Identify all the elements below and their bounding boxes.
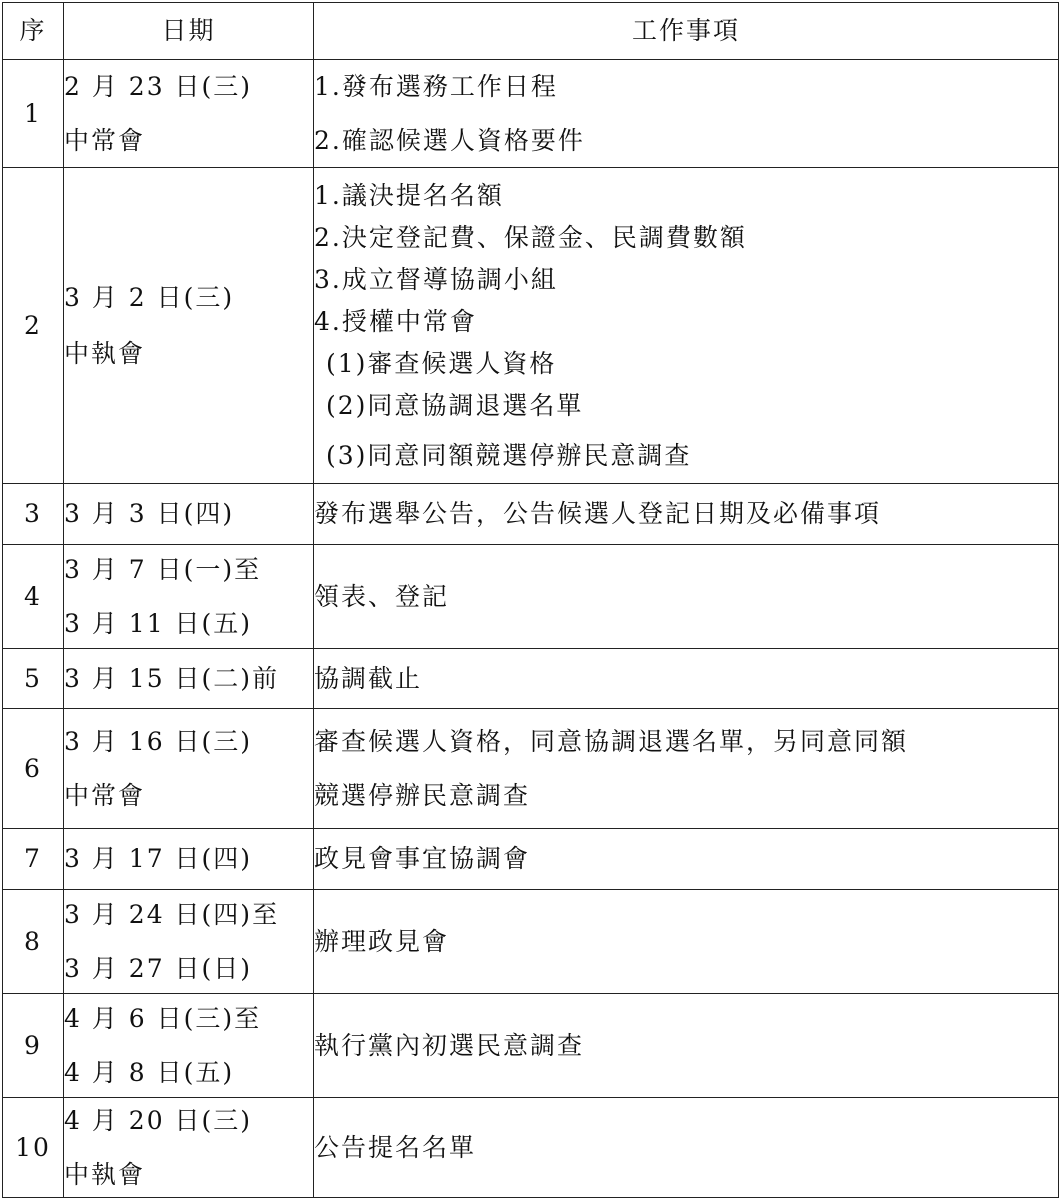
header-seq: 序 bbox=[3, 3, 64, 60]
task-line: 政見會事宜協調會 bbox=[314, 844, 531, 873]
date-line: 中執會 bbox=[64, 338, 146, 368]
table-row bbox=[3, 709, 1059, 829]
date-line: 3 月 11 日(五) bbox=[64, 608, 253, 638]
row-date bbox=[64, 709, 314, 829]
task-line: (1)審查候選人資格 bbox=[326, 348, 557, 378]
table-header-row bbox=[3, 3, 1059, 60]
row-date bbox=[64, 994, 314, 1098]
row-task bbox=[314, 709, 1059, 829]
date-line: 3 月 3 日(四) bbox=[64, 499, 235, 528]
date-line: 3 月 2 日(三) bbox=[64, 282, 235, 312]
date-line: 中常會 bbox=[64, 125, 146, 155]
task-line: 競選停辦民意調查 bbox=[314, 780, 531, 810]
row-task bbox=[314, 649, 1059, 709]
date-line: 4 月 8 日(五) bbox=[64, 1057, 235, 1087]
task-line: 領表、登記 bbox=[314, 581, 450, 611]
date-line: 2 月 23 日(三) bbox=[64, 71, 253, 101]
row-date bbox=[64, 545, 314, 649]
task-line: 2.決定登記費、保證金、民調費數額 bbox=[314, 222, 747, 252]
task-line: 發布選舉公告，公告候選人登記日期及必備事項 bbox=[314, 499, 882, 528]
table-row bbox=[3, 545, 1059, 649]
row-task bbox=[314, 829, 1059, 890]
header-task: 工作事項 bbox=[314, 3, 1059, 60]
row-seq: 5 bbox=[3, 649, 64, 709]
table-row bbox=[3, 890, 1059, 994]
date-line: 3 月 16 日(三) bbox=[64, 726, 253, 756]
task-line: 審查候選人資格，同意協調退選名單，另同意同額 bbox=[314, 726, 909, 756]
row-task bbox=[314, 994, 1059, 1098]
date-line: 3 月 7 日(一)至 bbox=[64, 554, 262, 584]
date-line: 4 月 20 日(三) bbox=[64, 1105, 253, 1135]
date-line: 中執會 bbox=[64, 1159, 146, 1189]
row-task bbox=[314, 1098, 1059, 1198]
date-line: 3 月 15 日(二)前 bbox=[64, 663, 280, 693]
row-seq: 7 bbox=[3, 829, 64, 890]
row-date bbox=[64, 168, 314, 484]
table-row bbox=[3, 829, 1059, 890]
task-line: 1.發布選務工作日程 bbox=[314, 71, 558, 101]
row-seq: 8 bbox=[3, 890, 64, 994]
table-row bbox=[3, 649, 1059, 709]
date-line: 3 月 17 日(四) bbox=[64, 844, 253, 873]
row-date bbox=[64, 60, 314, 168]
table-row bbox=[3, 1098, 1059, 1198]
row-task bbox=[314, 60, 1059, 168]
task-line: 協調截止 bbox=[314, 663, 423, 693]
row-seq: 2 bbox=[3, 168, 64, 484]
row-task bbox=[314, 168, 1059, 484]
date-line: 3 月 27 日(日) bbox=[64, 953, 253, 983]
row-date bbox=[64, 829, 314, 890]
task-line: 辦理政見會 bbox=[314, 926, 450, 956]
row-seq: 1 bbox=[3, 60, 64, 168]
task-line: 1.議決提名名額 bbox=[314, 180, 504, 210]
row-seq: 6 bbox=[3, 709, 64, 829]
task-line: (3)同意同額競選停辦民意調查 bbox=[326, 440, 692, 470]
task-line: 2.確認候選人資格要件 bbox=[314, 125, 585, 155]
task-line: 4.授權中常會 bbox=[314, 306, 477, 336]
date-line: 4 月 6 日(三)至 bbox=[64, 1003, 262, 1033]
row-task bbox=[314, 484, 1059, 545]
row-seq: 3 bbox=[3, 484, 64, 545]
row-seq: 9 bbox=[3, 994, 64, 1098]
row-task bbox=[314, 545, 1059, 649]
task-line: 公告提名名單 bbox=[314, 1132, 477, 1162]
row-date bbox=[64, 1098, 314, 1198]
row-seq: 4 bbox=[3, 545, 64, 649]
task-line: 3.成立督導協調小組 bbox=[314, 264, 558, 294]
row-seq: 10 bbox=[3, 1098, 64, 1198]
task-line: (2)同意協調退選名單 bbox=[326, 390, 584, 420]
table-row bbox=[3, 484, 1059, 545]
table-row bbox=[3, 994, 1059, 1098]
table-row bbox=[3, 168, 1059, 484]
table-row bbox=[3, 60, 1059, 168]
row-date bbox=[64, 890, 314, 994]
date-line: 3 月 24 日(四)至 bbox=[64, 899, 280, 929]
row-task bbox=[314, 890, 1059, 994]
task-line: 執行黨內初選民意調查 bbox=[314, 1030, 585, 1060]
row-date bbox=[64, 649, 314, 709]
row-date bbox=[64, 484, 314, 545]
header-date: 日期 bbox=[64, 3, 314, 60]
date-line: 中常會 bbox=[64, 780, 146, 810]
schedule-table bbox=[2, 2, 1059, 1198]
